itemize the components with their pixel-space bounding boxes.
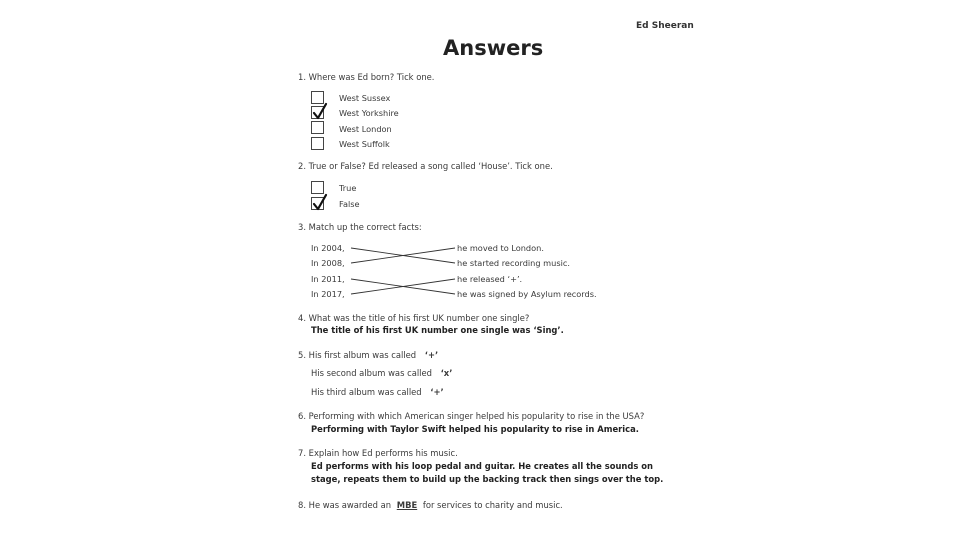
option-label: West Sussex	[339, 93, 391, 103]
q5-prefix: His third album was called	[311, 387, 422, 397]
page-title: Answers	[443, 36, 544, 60]
match-right-item: he started recording music.	[457, 258, 570, 268]
option-label: West Yorkshire	[339, 108, 399, 118]
question-5-line-1	[298, 350, 438, 360]
match-left-item: In 2017,	[311, 289, 345, 299]
question-5-line-3	[311, 387, 444, 397]
q5-answer: ‘+’	[430, 387, 444, 397]
match-right-item: he moved to London.	[457, 243, 544, 253]
q5-answer: ‘x’	[440, 368, 453, 378]
question-5-line-2	[311, 368, 452, 378]
match-left-item: In 2008,	[311, 258, 345, 268]
question-8	[298, 500, 563, 510]
q8-prefix: 8. He was awarded an	[298, 500, 392, 510]
match-right-item: he was signed by Asylum records.	[457, 289, 597, 299]
question-4: 4. What was the title of his first UK number one single?	[298, 313, 530, 323]
question-6: 6. Performing with which American singer helped his popularity to rise in the USA?	[298, 411, 645, 421]
match-right-item: he released ‘+’.	[457, 274, 523, 284]
match-left-item: In 2011,	[311, 274, 345, 284]
q8-answer-blank: MBE	[396, 500, 418, 510]
answer-4: The title of his first UK number one single was ‘Sing’.	[311, 325, 564, 335]
question-7: 7. Explain how Ed performs his music.	[298, 448, 458, 458]
question-1: 1. Where was Ed born? Tick one.	[298, 72, 435, 82]
q5-answer: ‘+’	[424, 350, 439, 360]
q8-suffix: for services to charity and music.	[422, 500, 563, 510]
question-3: 3. Match up the correct facts:	[298, 222, 422, 232]
q5-prefix: 5. His first album was called	[298, 350, 417, 360]
header-author: Ed Sheeran	[636, 21, 694, 31]
option-label: West London	[339, 124, 392, 134]
match-left-item: In 2004,	[311, 243, 345, 253]
answer-6: Performing with Taylor Swift helped his popularity to rise in America.	[311, 424, 639, 434]
option-label: False	[339, 199, 360, 209]
option-label: True	[339, 183, 357, 193]
answer-7-line-2: stage, repeats them to build up the backing track then sings over the top.	[311, 474, 664, 484]
q5-prefix: His second album was called	[311, 368, 432, 378]
option-label: West Suffolk	[339, 139, 390, 149]
answer-7-line-1: Ed performs with his loop pedal and guitar. He creates all the sounds on	[311, 461, 654, 471]
question-2: 2. True or False? Ed released a song called ‘House’. Tick one.	[298, 161, 553, 171]
